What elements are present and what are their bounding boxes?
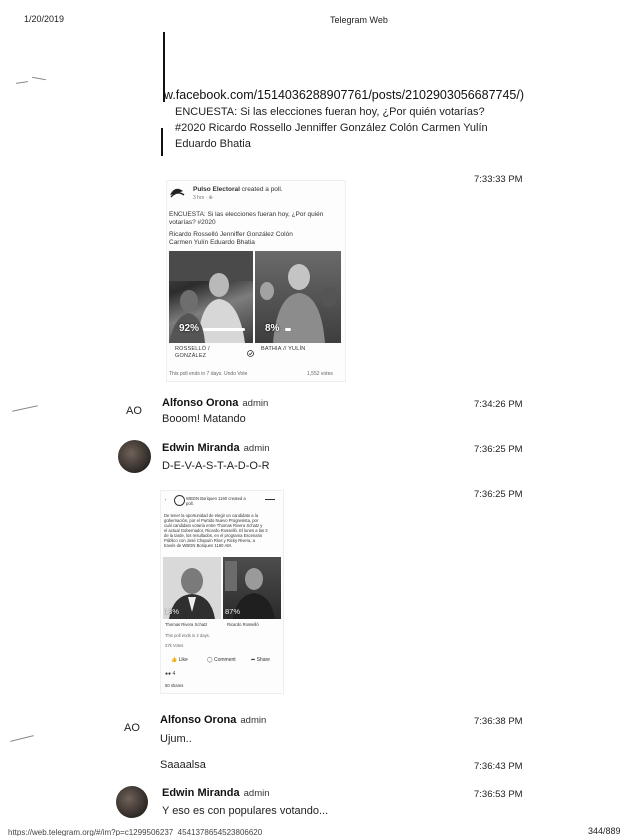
- message-time: 7:36:53 PM: [474, 789, 523, 800]
- poll-option-percent: 8%: [265, 323, 280, 334]
- poll-question: votarías? #2020: [169, 219, 216, 226]
- message-text: Y eso es con populares votando...: [162, 805, 329, 817]
- scan-mark: [12, 405, 38, 411]
- poll-option-percent: 13%: [164, 607, 180, 616]
- poll-meta: 3 hrs · ⊕: [193, 195, 213, 201]
- poll-candidates: Carmen Yulín Eduardo Bhatia: [169, 239, 255, 246]
- avatar[interactable]: [116, 786, 148, 818]
- poll-candidates: Ricardo Rosselló Jenniffer González Colón: [169, 231, 293, 238]
- back-arrow-icon: ‹: [165, 497, 167, 502]
- poll-body: cuál candidato votaría entre Thomas Rivera Schatz y: [164, 523, 263, 528]
- avatar[interactable]: [118, 440, 151, 473]
- message-text: Eduardo Bhatia: [175, 138, 251, 150]
- message-text: Booom! Matando: [162, 413, 246, 425]
- poll-action: created a poll.: [241, 186, 283, 193]
- poll-body: de la tarde, los resultados, en el programa Escenario: [164, 533, 263, 538]
- sender-name[interactable]: Edwin Miranda admin: [162, 442, 270, 454]
- sender-name[interactable]: Alfonso Orona admin: [162, 397, 269, 409]
- poll-question: ENCUESTA: Si las elecciones fueran hoy, ¿Por quién: [169, 211, 324, 218]
- message-time: 7:36:25 PM: [474, 489, 523, 500]
- print-date: 1/20/2019: [24, 14, 65, 24]
- message-text: Saaaalsa: [160, 759, 206, 771]
- poll-option-percent: 87%: [225, 607, 241, 616]
- poll-option-bar: [285, 328, 291, 331]
- sender-name[interactable]: Alfonso Orona admin: [160, 714, 267, 726]
- scan-line: [161, 128, 163, 156]
- pulso-logo-icon: [169, 187, 185, 200]
- poll-screenshot[interactable]: [160, 490, 284, 694]
- reactions-count: ●● 4: [165, 671, 176, 677]
- message-link[interactable]: w.facebook.com/1514036288907761/posts/2102903056687745/): [164, 88, 525, 102]
- scan-mark: [32, 77, 46, 80]
- poll-option-label: BATHIA // YULÍN: [261, 346, 306, 352]
- poll-option-label: ROSSELLÓ /: [175, 346, 210, 352]
- message-text: D-E-V-A-S-T-A-D-O-R: [162, 460, 270, 472]
- more-icon: [265, 499, 275, 500]
- page-number: 344/889: [588, 826, 621, 836]
- poll-body: través de WBGN Boriquen 1160 AM.: [164, 543, 232, 548]
- page-footer-url[interactable]: https://web.telegram.org/#/im?p=c1299506237_4541378654523806620: [8, 828, 263, 836]
- message-text: #2020 Ricardo Rossello Jenniffer González Colón Carmen Yulín: [175, 122, 488, 134]
- message-time: 7:33:33 PM: [474, 174, 523, 185]
- poll-option-label: GONZÁLEZ: [175, 353, 207, 359]
- poll-body: gobernación, por el Partido Nuevo Progresista, por: [164, 518, 259, 523]
- message-time: 7:36:38 PM: [474, 716, 523, 727]
- poll-option-bar: [203, 328, 245, 331]
- comment-button[interactable]: ◯ Comment: [207, 657, 236, 663]
- wbgn-logo-icon: [174, 495, 185, 506]
- message-time: 7:36:43 PM: [474, 761, 523, 772]
- poll-screenshot[interactable]: [166, 180, 346, 382]
- message-time: 7:34:26 PM: [474, 399, 523, 410]
- check-circle-icon: [247, 344, 254, 351]
- poll-body: Público con José Chapuín Ríos y Ricky Rivera, a: [164, 538, 256, 543]
- share-icon: ➦: [251, 657, 256, 663]
- scan-mark: [16, 81, 28, 84]
- message-text: Ujum..: [160, 733, 192, 745]
- poll-votes: 37k Votes: [165, 643, 184, 648]
- comment-icon: ◯: [207, 657, 213, 663]
- like-button[interactable]: 👍 Like: [171, 657, 188, 663]
- admin-badge: admin: [243, 443, 270, 454]
- poll-footer: This poll ends in 7 days. Undo Vote: [169, 371, 248, 377]
- poll-body: De tener la oportunidad de elegir un candidato a la: [164, 513, 259, 518]
- shares-count: 50 shares: [165, 683, 184, 688]
- reaction-icon: ●●: [165, 671, 172, 677]
- poll-ends: This poll ends in 2 days.: [165, 633, 210, 638]
- page-title: Telegram Web: [330, 15, 388, 25]
- page-footer-url-clip: [8, 826, 308, 836]
- poll-option-label: Ricardo Rosselló: [227, 622, 259, 627]
- poll-author[interactable]: Pulso Electoral: [193, 186, 240, 193]
- admin-badge: admin: [242, 398, 269, 409]
- scan-mark: [10, 735, 34, 742]
- message-text: ENCUESTA: Si las elecciones fueran hoy, ¿Por quién votarías?: [175, 106, 485, 118]
- share-button[interactable]: ➦ Share: [251, 657, 270, 663]
- poll-option-label: Thomas Rivera Schatz: [165, 622, 208, 627]
- poll-header: WBGN Boriquen 1160 created a poll.: [186, 496, 246, 507]
- sender-name[interactable]: Edwin Miranda admin: [162, 787, 270, 799]
- admin-badge: admin: [240, 715, 267, 726]
- avatar-initials[interactable]: AO: [126, 405, 142, 417]
- poll-option-percent: 92%: [179, 323, 200, 334]
- message-time: 7:36:25 PM: [474, 444, 523, 455]
- thumbs-up-icon: 👍: [171, 657, 178, 663]
- avatar-initials[interactable]: AO: [124, 722, 140, 734]
- poll-votes: 1,552 votes: [307, 371, 333, 377]
- admin-badge: admin: [243, 788, 270, 799]
- poll-body: el actual Gobernador, Ricardo Rosselló. El lunes a las 3: [164, 528, 268, 533]
